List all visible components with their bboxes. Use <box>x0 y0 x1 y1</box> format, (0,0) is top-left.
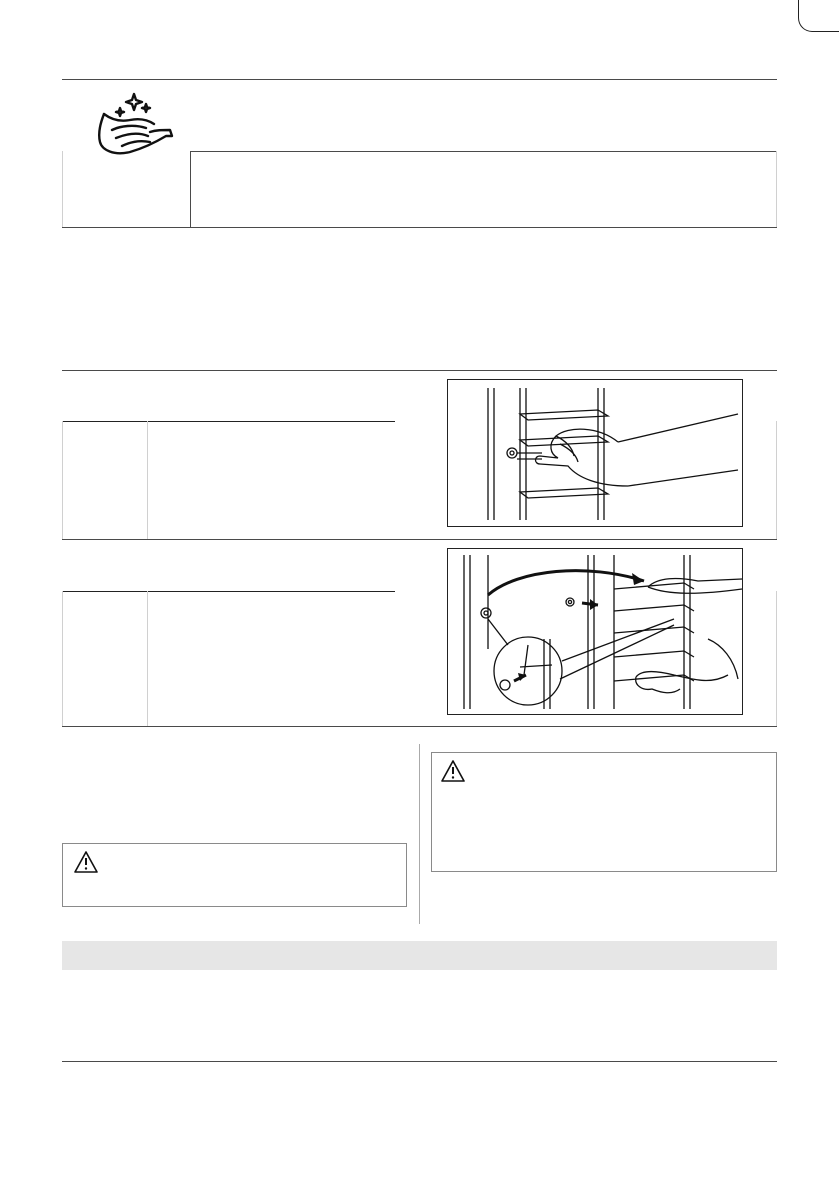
step2-left-edge <box>62 591 63 726</box>
step1-left-edge <box>62 421 63 539</box>
warning-icon <box>73 850 99 874</box>
left-warning-box <box>62 843 407 907</box>
table-left-edge <box>62 151 63 227</box>
step2-number-column-divider <box>147 591 148 726</box>
step1-number-column-divider <box>147 421 148 539</box>
step1-right-edge <box>776 421 777 539</box>
table-bottom-rule <box>62 227 777 228</box>
step1-sub-rule <box>62 421 395 422</box>
warning-icon <box>440 759 466 783</box>
page-edge-tab <box>798 0 839 32</box>
cleaning-icon <box>90 90 180 160</box>
step-divider <box>62 539 777 540</box>
step1-illustration <box>447 379 743 527</box>
column-separator <box>419 744 420 924</box>
right-warning-box <box>431 752 777 872</box>
steps-table-bottom-rule <box>62 726 777 727</box>
step2-right-edge <box>776 591 777 726</box>
table-right-edge <box>776 151 777 227</box>
steps-table-top-rule <box>62 370 777 371</box>
cleaning-icon-column-divider <box>190 151 191 227</box>
table-top-rule <box>62 79 777 80</box>
cleaning-row-divider <box>190 151 777 152</box>
section-heading-band <box>62 941 777 970</box>
section-bottom-rule <box>62 1061 777 1062</box>
step2-sub-rule <box>62 591 395 592</box>
step2-illustration <box>447 548 743 715</box>
